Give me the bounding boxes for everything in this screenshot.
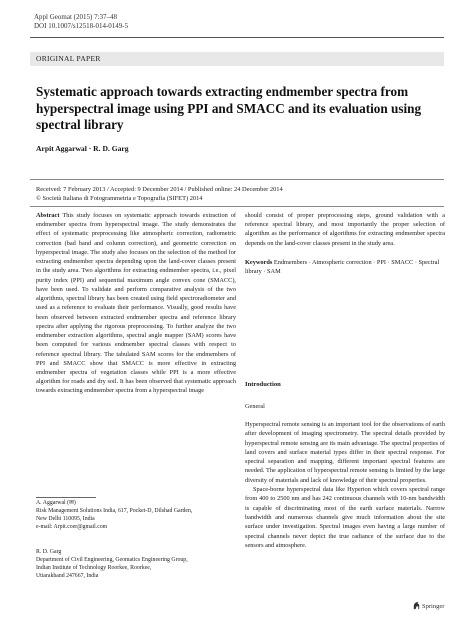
header-rule bbox=[30, 37, 444, 38]
journal-doi: DOI 10.1007/s12518-014-0149-5 bbox=[34, 22, 129, 30]
dates-rule-top bbox=[30, 179, 444, 180]
affiliation-line: New Delhi 110095, India bbox=[36, 515, 95, 522]
affiliation-line: Risk Management Solutions India, 617, Pocket-D, Dilshad Garden, bbox=[36, 507, 193, 514]
publisher-mark bbox=[412, 601, 444, 610]
springer-horse-icon bbox=[412, 601, 421, 610]
abstract-label: Abstract bbox=[36, 212, 63, 219]
introduction-heading: Introduction bbox=[245, 381, 281, 388]
section-label: ORIGINAL PAPER bbox=[36, 54, 101, 63]
abstract-text: This study focuses on systematic approach towards extraction of endmember spectra from hyperspectral image. The study demonstrates the effect of systematic preprocessing like atmospheric correction, radiometric correction (bad band and column correction), and geometric correction on hyperspectral image. The study also focuses on the selection of the method for extracting endmember spectra depending upon the land-cover classes present in the study area. Two algorithms for extracting endmember spectra, i.e., pixel purity index (PPI) and sequential maximum angle convex cone (SMACC), have been used. To validate and perform comparative analysis of the two algorithms, spectral library has been created using field spectroradiometer and used as a reference to evaluate their performance. Visually, good results have been observed between extracted endmember spectra and reference library spectra after applying the rigorous preprocessing. To further analyze the two endmember extraction algorithms, spectral angle mapper (SAM) scores have been computed for various endmember spectral classes with respect to reference spectral library. The tabulated SAM scores for the endmembers of PPI and SMACC show that SMACC is more effective in extracting endmember spectra of vegetation classes while PPI is a more effective algorithm for roads and dry soil. It has been observed that systematic approach towards extracting endmember spectra from a hyperspectral image bbox=[36, 212, 236, 395]
keywords-text: Endmembers · Atmospheric correction · PPI · SMACC · Spectral library · SAM bbox=[245, 259, 440, 276]
dates-line: Received: 7 February 2013 / Accepted: 9 December 2014 / Published online: 24 December 2014 bbox=[36, 186, 283, 193]
keywords-label: Keywords bbox=[245, 259, 274, 266]
general-subheading: General bbox=[245, 403, 265, 410]
journal-citation: Appl Geomat (2015) 7:37–48 bbox=[34, 13, 118, 21]
footnote-rule bbox=[36, 497, 96, 498]
dates-rule-bottom bbox=[30, 206, 444, 207]
affiliation-line: A. Aggarwal (✉) bbox=[36, 500, 76, 506]
intro-paragraph-2: Space-borne hyperspectral data like Hyperion which covers spectral range from 400 to 2500 nm and has 242 continuous channels with 10-nm bandwidth is capable of discriminating most of the earth surface materials. Narrow bandwidth and numerous channels give much information about the site surface under investigation. Spectral images even having a large number of spectral channels never depict the true radiance of the surface due to the sensors and atmosphere. bbox=[245, 486, 445, 549]
affiliation-line: Department of Civil Engineering, Geomatics Engineering Group, bbox=[36, 556, 188, 563]
journal-header bbox=[34, 13, 128, 31]
introduction-text bbox=[245, 420, 445, 550]
publication-dates bbox=[36, 185, 283, 203]
affiliation-email[interactable]: e-mail: Arpit.coer@gmail.com bbox=[36, 523, 108, 530]
abstract-block bbox=[36, 211, 236, 396]
keywords-block bbox=[245, 258, 445, 277]
abstract-continued: should consist of proper preprocessing steps, ground validation with a reference spectral library, and most importantly the proper selection of algorithm as the performance of algorithms for extracting endmember spectra depends on the land-cover classes present in the study area. bbox=[245, 212, 445, 247]
publisher-name: Springer bbox=[422, 603, 445, 610]
paper-title: Systematic approach towards extracting endmember spectra from hyperspectral image using PPI and SMACC and its evaluation using spectral library bbox=[36, 84, 422, 132]
paper-authors: Arpit Aggarwal · R. D. Garg bbox=[36, 144, 129, 153]
affiliation-1 bbox=[36, 500, 236, 532]
copyright-line: © Società Italiana di Fotogrammetria e Topografia (SIFET) 2014 bbox=[36, 195, 203, 202]
affiliation-line: Uttarakhand 247667, India bbox=[36, 572, 99, 579]
affiliation-line: R. D. Garg bbox=[36, 549, 62, 555]
affiliation-line: Indian Institute of Technology Roorkee, Roorkee, bbox=[36, 564, 152, 571]
affiliation-2 bbox=[36, 549, 236, 581]
intro-paragraph-1: Hyperspectral remote sensing is an important tool for the observations of earth after development of imaging spectrometry. The spectral details provided by hyperspectral remote sensing are its main advantage. The spectral properties of land covers and surface material types differ in their spectral response. For spectral separation and mapping, different important spectral features are needed. The application of hyperspectral remote sensing is limited by the large diversity of materials and lack of knowledge of their spectral properties. bbox=[245, 421, 445, 484]
